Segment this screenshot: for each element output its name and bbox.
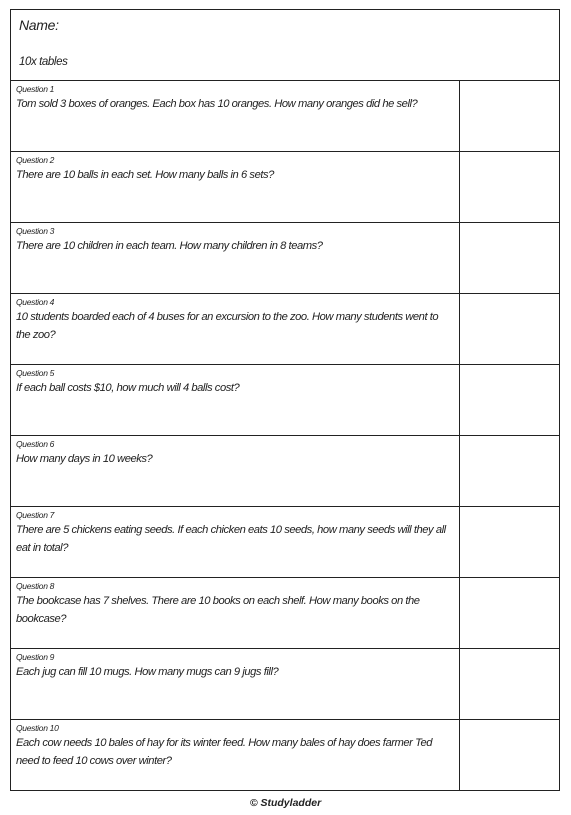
worksheet-header <box>11 10 559 81</box>
question-row <box>11 365 559 436</box>
question-cell <box>11 365 460 435</box>
question-text: Each cow needs 10 bales of hay for its winter feed. How many bales of hay does farmer Ted need to feed 10 cows over winter? <box>16 737 432 767</box>
question-number: Question 7 <box>16 510 55 520</box>
question-cell <box>11 81 460 151</box>
answer-box[interactable] <box>460 223 559 293</box>
question-row <box>11 436 559 507</box>
question-text: How many days in 10 weeks? <box>16 453 153 465</box>
question-number: Question 1 <box>16 84 55 94</box>
question-cell <box>11 223 460 293</box>
question-text: The bookcase has 7 shelves. There are 10 books on each shelf. How many books on the bookcase? <box>16 595 420 625</box>
answer-box[interactable] <box>460 649 559 719</box>
question-row <box>11 152 559 223</box>
question-row <box>11 223 559 294</box>
question-row <box>11 649 559 720</box>
question-row <box>11 294 559 365</box>
question-row <box>11 507 559 578</box>
question-cell <box>11 436 460 506</box>
question-number: Question 5 <box>16 368 55 378</box>
question-cell <box>11 152 460 222</box>
worksheet-title: 10x tables <box>19 56 68 68</box>
question-text: There are 10 children in each team. How many children in 8 teams? <box>16 240 323 252</box>
question-number: Question 6 <box>16 439 55 449</box>
question-row <box>11 578 559 649</box>
question-text: There are 5 chickens eating seeds. If each chicken eats 10 seeds, how many seeds will they all eat in total? <box>16 524 446 554</box>
copyright-footer: © Studyladder <box>249 797 322 809</box>
question-cell <box>11 507 460 577</box>
answer-box[interactable] <box>460 365 559 435</box>
question-number: Question 9 <box>16 652 55 662</box>
answer-box[interactable] <box>460 81 559 151</box>
question-cell <box>11 294 460 364</box>
question-cell <box>11 720 460 790</box>
question-text: There are 10 balls in each set. How many balls in 6 sets? <box>16 169 274 181</box>
question-cell <box>11 649 460 719</box>
question-text: Each jug can fill 10 mugs. How many mugs can 9 jugs fill? <box>16 666 279 678</box>
worksheet <box>10 9 560 791</box>
answer-box[interactable] <box>460 578 559 648</box>
answer-box[interactable] <box>460 720 559 790</box>
question-text: If each ball costs $10, how much will 4 balls cost? <box>16 382 240 394</box>
answer-box[interactable] <box>460 507 559 577</box>
question-row <box>11 720 559 790</box>
question-number: Question 3 <box>16 226 55 236</box>
name-label: Name: <box>19 17 59 33</box>
question-number: Question 2 <box>16 155 55 165</box>
question-number: Question 8 <box>16 581 55 591</box>
answer-box[interactable] <box>460 152 559 222</box>
question-number: Question 10 <box>16 723 59 733</box>
answer-box[interactable] <box>460 294 559 364</box>
question-text: Tom sold 3 boxes of oranges. Each box has 10 oranges. How many oranges did he sell? <box>16 98 418 110</box>
question-number: Question 4 <box>16 297 55 307</box>
question-row <box>11 81 559 152</box>
question-cell <box>11 578 460 648</box>
answer-box[interactable] <box>460 436 559 506</box>
question-text: 10 students boarded each of 4 buses for an excursion to the zoo. How many students went to the zoo? <box>16 311 439 341</box>
